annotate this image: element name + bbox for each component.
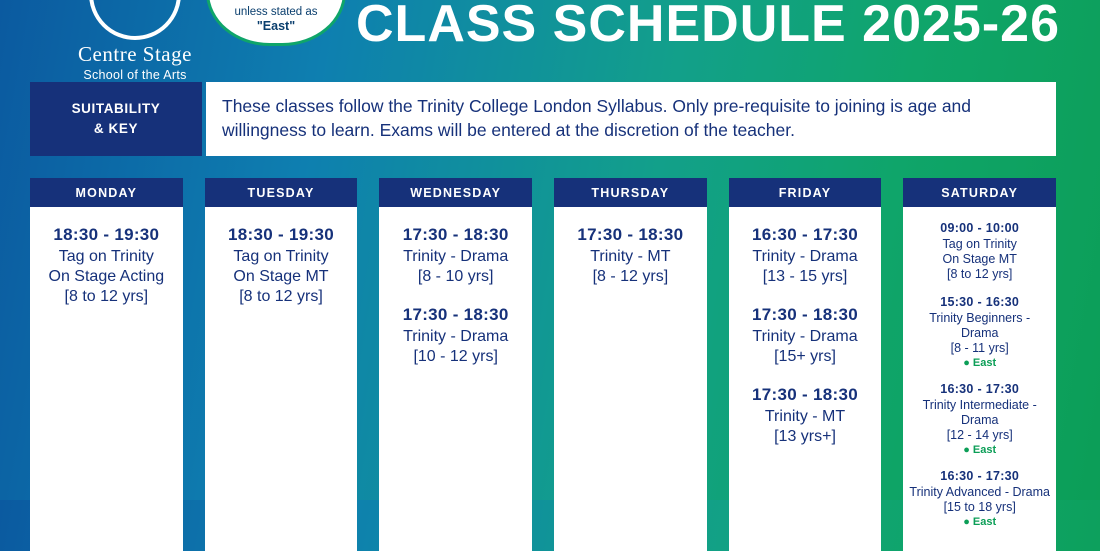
class-detail-line: [10 - 12 yrs] [413, 348, 498, 365]
class-detail-line: On Stage Acting [48, 268, 165, 285]
class-detail-line: Tag on Trinity [233, 248, 329, 265]
day-column-friday [729, 178, 882, 551]
day-header: TUESDAY [205, 178, 358, 207]
class-time: 17:30 - 18:30 [402, 225, 509, 244]
class-time: 18:30 - 19:30 [53, 225, 160, 244]
day-column-tuesday [205, 178, 358, 551]
day-header: FRIDAY [729, 178, 882, 207]
key-note: These classes follow the Trinity College London Syllabus. Only pre-requisite to joining is age and willingness to learn. Exams will be entered at the discretion of the teacher. [206, 82, 1056, 156]
brand-name: Centre Stage [78, 42, 192, 66]
class-time: 09:00 - 10:00 [940, 221, 1020, 235]
class-detail-line: Tag on Trinity [58, 248, 154, 265]
class-entry[interactable] [909, 295, 1050, 369]
class-detail-line: Trinity - Drama [403, 328, 509, 345]
day-body [205, 207, 358, 551]
class-detail-line: [13 - 15 yrs] [762, 268, 848, 285]
day-body [30, 207, 183, 551]
circle-logo-icon [89, 0, 181, 40]
class-entry[interactable] [909, 382, 1050, 456]
class-time: 17:30 - 18:30 [402, 305, 509, 324]
day-header: SATURDAY [903, 178, 1056, 207]
class-detail-line: Trinity - MT [764, 408, 846, 425]
suitability-key-strip [30, 82, 1056, 156]
class-detail-line: Trinity Beginners - Drama [929, 311, 1031, 340]
class-entry[interactable] [385, 225, 526, 287]
class-detail-line: Trinity Advanced - Drama [909, 485, 1050, 499]
class-time: 15:30 - 16:30 [940, 295, 1020, 309]
class-entry[interactable] [211, 225, 352, 307]
class-entry[interactable] [735, 305, 876, 367]
class-entry[interactable] [735, 385, 876, 447]
class-detail-line: [8 - 11 yrs] [950, 341, 1009, 355]
class-time: 18:30 - 19:30 [228, 225, 334, 244]
day-column-wednesday [379, 178, 532, 551]
page-title: CLASS SCHEDULE 2025-26 [356, 0, 1060, 53]
class-detail-line: [8 - 12 yrs] [592, 268, 669, 285]
class-detail-line: Trinity - Drama [403, 248, 509, 265]
class-detail-line: [15+ yrs] [774, 348, 836, 365]
class-entry[interactable] [385, 305, 526, 367]
east-location-tag: ● East [963, 516, 997, 528]
class-time: 16:30 - 17:30 [752, 225, 858, 244]
class-time: 16:30 - 17:30 [940, 469, 1020, 483]
badge-line-2: "East" [256, 19, 296, 33]
day-header: THURSDAY [554, 178, 707, 207]
class-detail-line: [13 yrs+] [774, 428, 836, 445]
class-time: 17:30 - 18:30 [752, 385, 858, 404]
class-detail-line: Tag on Trinity [942, 237, 1017, 251]
east-location-tag: ● East [963, 357, 997, 369]
class-detail-line: [8 to 12 yrs] [64, 288, 149, 305]
day-body [903, 207, 1056, 551]
class-entry[interactable] [560, 225, 701, 287]
class-time: 16:30 - 17:30 [940, 382, 1020, 396]
day-column-monday [30, 178, 183, 551]
class-detail-line: On Stage MT [942, 252, 1017, 266]
class-detail-line: [15 to 18 yrs] [943, 500, 1016, 514]
class-entry[interactable] [735, 225, 876, 287]
class-entry[interactable] [909, 469, 1050, 528]
class-detail-line: [8 to 12 yrs] [239, 288, 323, 305]
class-time: 17:30 - 18:30 [752, 305, 858, 324]
badge-line-1: unless stated as [234, 5, 318, 18]
key-label [30, 82, 202, 156]
key-label-line-1: SUITABILITY [71, 100, 161, 116]
day-column-thursday [554, 178, 707, 551]
page-header [0, 0, 1100, 82]
day-header: WEDNESDAY [379, 178, 532, 207]
class-detail-line: [8 to 12 yrs] [947, 267, 1013, 281]
class-entry[interactable] [36, 225, 177, 307]
brand-subtitle: School of the Arts [83, 68, 187, 82]
class-entry[interactable] [909, 221, 1050, 282]
class-detail-line: On Stage MT [233, 268, 329, 285]
day-header: MONDAY [30, 178, 183, 207]
brand-logo [30, 0, 240, 82]
day-body [729, 207, 882, 551]
day-body [379, 207, 532, 551]
day-column-saturday [903, 178, 1056, 551]
day-body [554, 207, 707, 551]
key-label-line-2: & KEY [93, 121, 139, 136]
class-detail-line: [12 - 14 yrs] [946, 428, 1013, 442]
class-detail-line: [8 - 10 yrs] [417, 268, 494, 285]
class-detail-line: Trinity - MT [590, 248, 671, 265]
schedule-grid [30, 178, 1056, 551]
class-time: 17:30 - 18:30 [577, 225, 684, 244]
class-detail-line: Trinity - Drama [752, 328, 858, 345]
class-detail-line: Trinity - Drama [752, 248, 858, 265]
east-location-tag: ● East [963, 444, 997, 456]
class-detail-line: Trinity Intermediate - Drama [922, 398, 1037, 427]
